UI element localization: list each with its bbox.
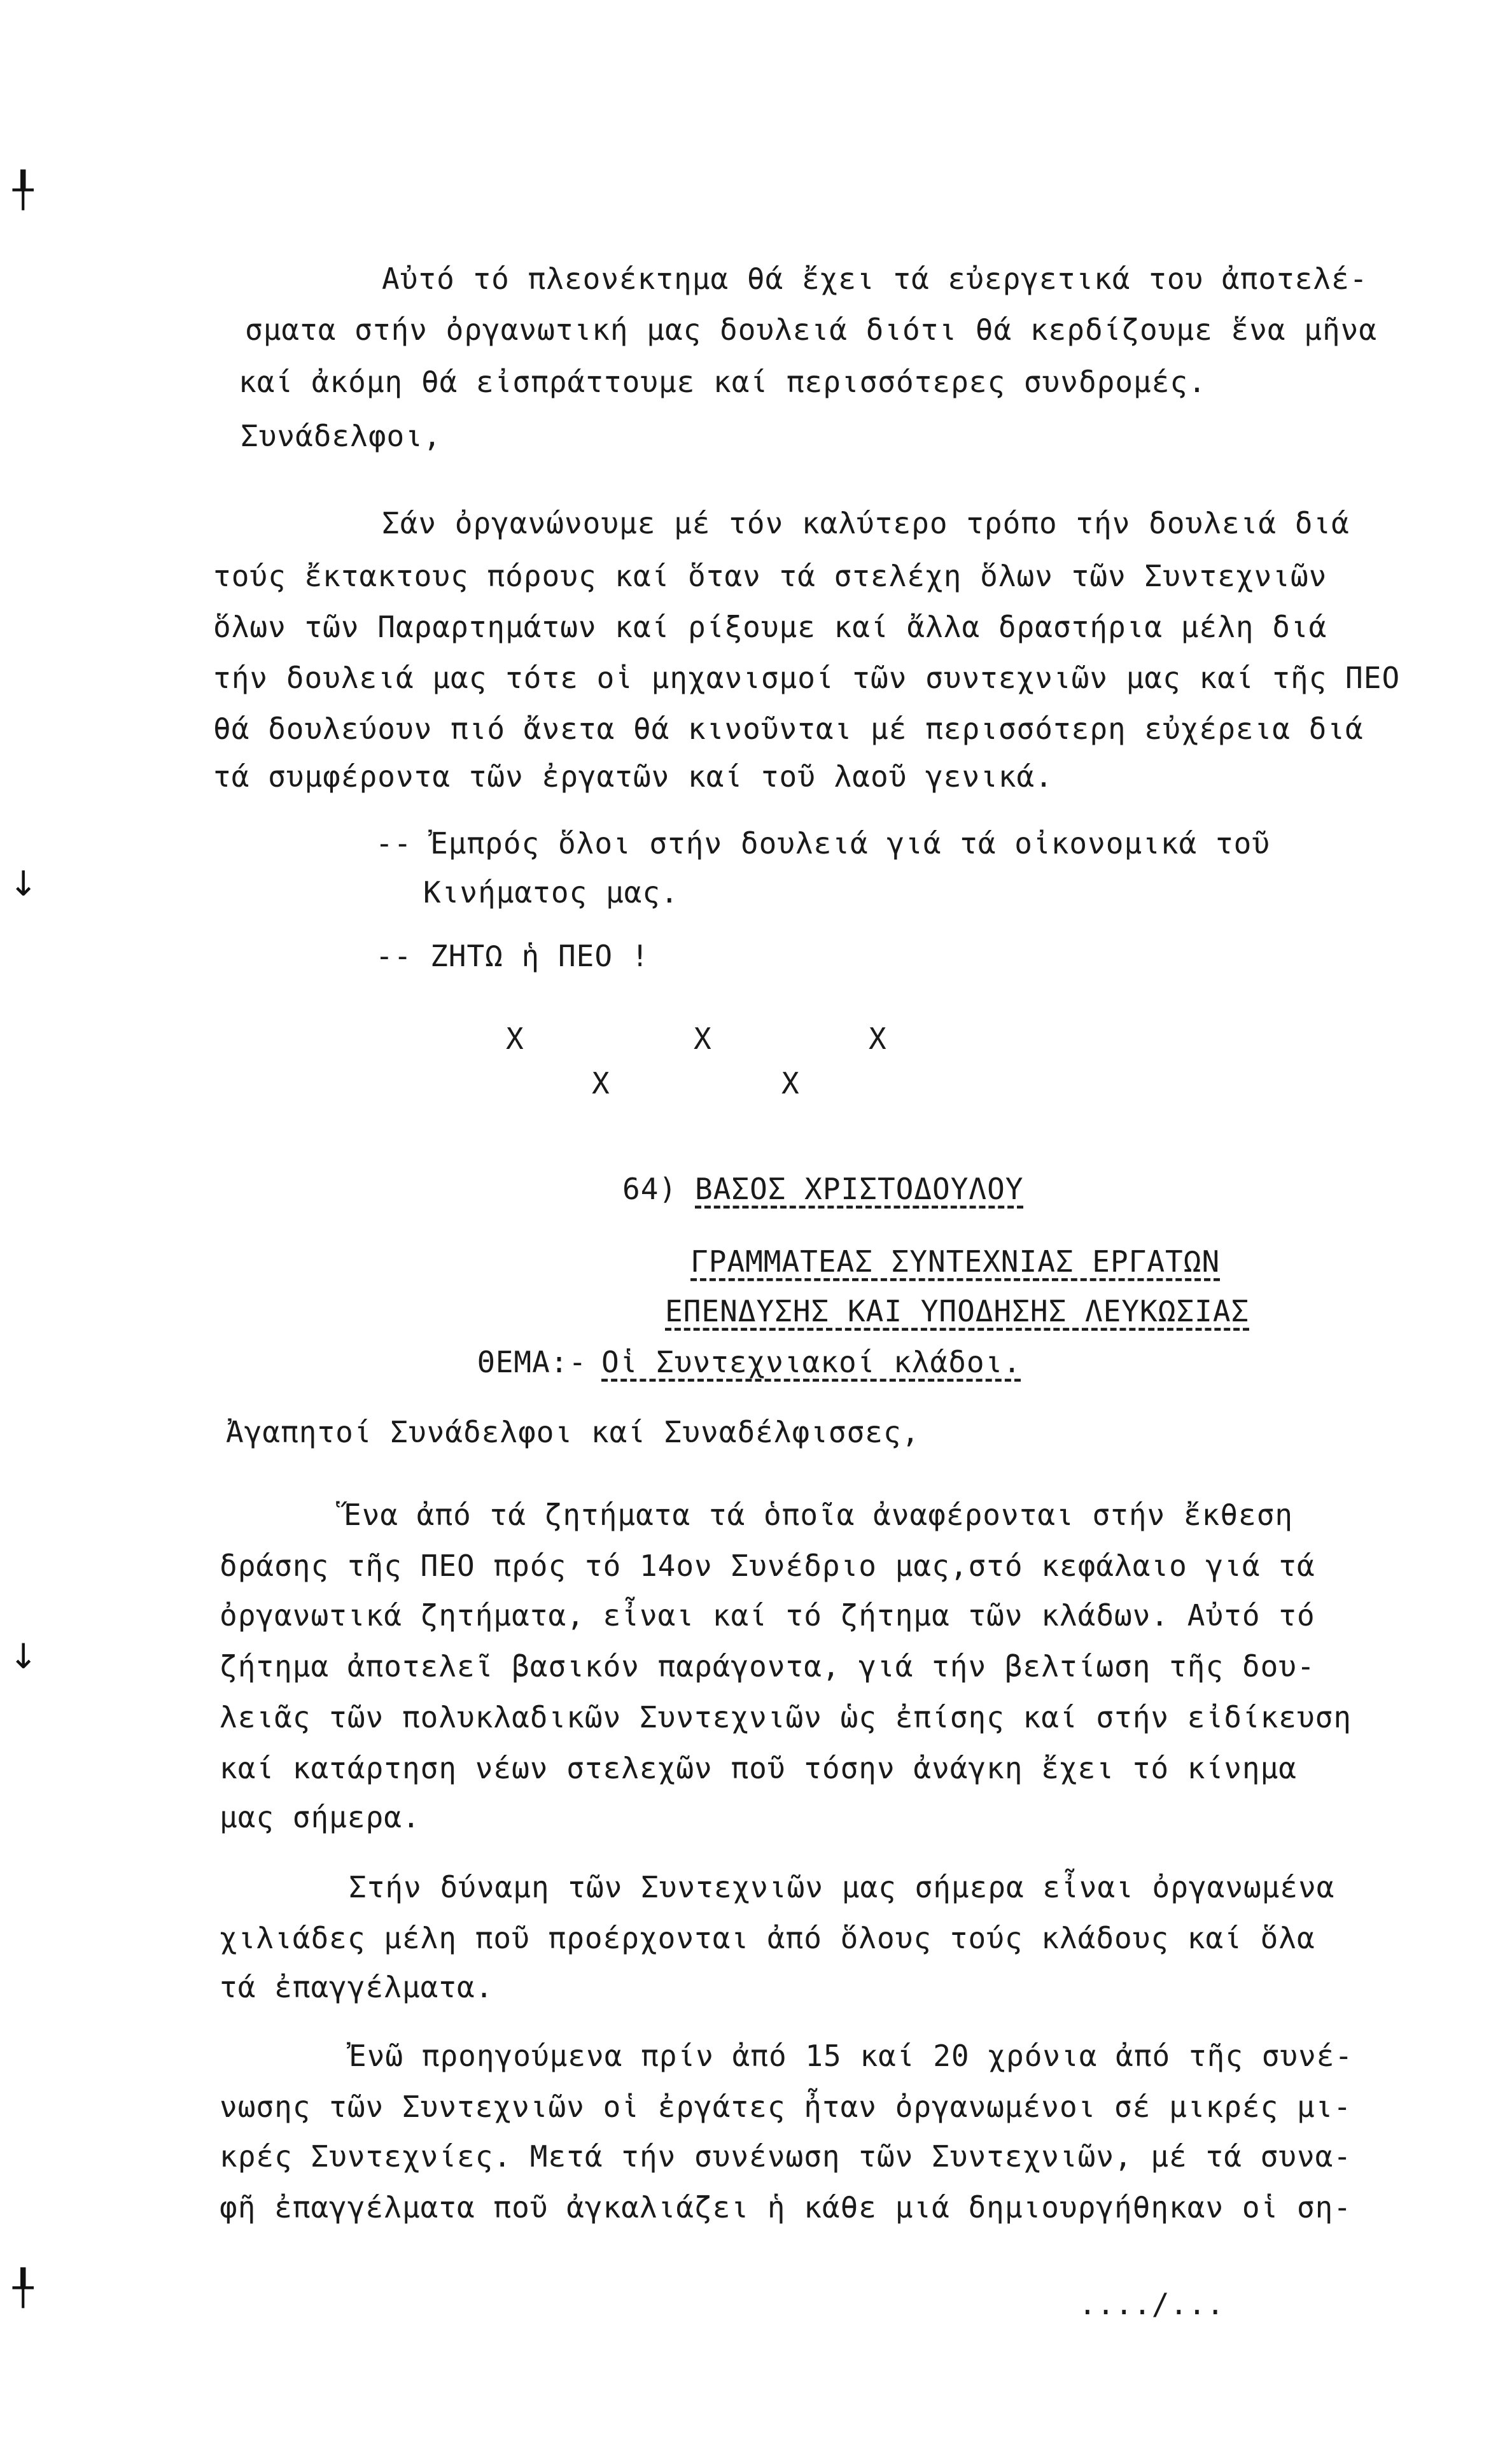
- speaker-title-1: ΓΡΑΜΜΑΤΕΑΣ ΣΥΝΤΕΧΝΙΑΣ ΕΡΓΑΤΩΝ: [690, 1244, 1221, 1279]
- paragraph-5-line-3: κρές Συντεχνίες. Μετά τήν συνένωση τῶν Συντεχνιῶν, μέ τά συνα-: [220, 2139, 1352, 2174]
- paragraph-1-line-2: σματα στήν ὀργανωτική μας δουλειά διότι θά κερδίζουμε ἕνα μῆνα: [245, 313, 1378, 347]
- paragraph-4-line-1: Στήν δύναμη τῶν Συντεχνιῶν μας σήμερα εἶναι ὀργανωμένα: [349, 1870, 1335, 1904]
- margin-mark-arrow-1: ↓: [9, 864, 38, 904]
- margin-mark-arrow-2: ↓: [9, 1636, 38, 1676]
- margin-mark-bottom: ╀: [13, 2268, 34, 2308]
- paragraph-1-line-3: καί ἀκόμη θά εἰσπράττουμε καί περισσότερες συνδρομές.: [239, 365, 1207, 399]
- theme-value: Οἱ Συντεχνιακοί κλάδοι.: [601, 1345, 1021, 1379]
- paragraph-2-line-2: τούς ἔκτακτους πόρους καί ὅταν τά στελέχη ὅλων τῶν Συντεχνιῶν: [213, 559, 1327, 593]
- paragraph-3-line-4: ζήτημα ἀποτελεῖ βασικόν παράγοντα, γιά τήν βελτίωση τῆς δου-: [220, 1649, 1315, 1683]
- paragraph-4-line-2: χιλιάδες μέλη ποῦ προέρχονται ἀπό ὅλους τούς κλάδους καί ὅλα: [220, 1921, 1315, 1955]
- paragraph-2-line-1: Σάν ὀργανώνουμε μέ τόν καλύτερο τρόπο τήν δουλειά διά: [382, 506, 1350, 540]
- paragraph-2-line-6: τά συμφέροντα τῶν ἐργατῶν καί τοῦ λαοῦ γενικά.: [213, 759, 1053, 794]
- paragraph-3-line-2: δράσης τῆς ΠΕΟ πρός τό 14ον Συνέδριο μας,στό κεφάλαιο γιά τά: [220, 1549, 1315, 1583]
- slogan-2: -- ΖΗΤΩ ἡ ΠΕΟ !: [375, 939, 650, 973]
- paragraph-3-line-5: λειᾶς τῶν πολυκλαδικῶν Συντεχνιῶν ὡς ἐπίσης καί στήν εἰδίκευση: [220, 1700, 1352, 1734]
- paragraph-5-line-1: Ἐνῶ προηγούμενα πρίν ἀπό 15 καί 20 χρόνια ἀπό τῆς συνέ-: [349, 2039, 1354, 2073]
- margin-mark-top: ╀: [13, 170, 34, 210]
- paragraph-5-line-2: νωσης τῶν Συντεχνιῶν οἱ ἐργάτες ἦταν ὀργανωμένοι σέ μικρές μι-: [220, 2090, 1352, 2124]
- salutation-1: Συνάδελφοι,: [241, 419, 442, 453]
- slogan-1-line-2: Κινήματος μας.: [423, 875, 679, 910]
- paragraph-2-line-4: τήν δουλειά μας τότε οἱ μηχανισμοί τῶν συντεχνιῶν μας καί τῆς ΠΕΟ: [213, 661, 1401, 695]
- separator-x-5: X: [781, 1066, 799, 1100]
- separator-x-2: X: [694, 1022, 711, 1056]
- continuation-mark: ..../...: [1079, 2287, 1225, 2321]
- paragraph-2-line-5: θά δουλεύουν πιό ἄνετα θά κινοῦνται μέ περισσότερη εὐχέρεια διά: [213, 712, 1364, 746]
- speaker-number: 64): [622, 1172, 678, 1206]
- speaker-title-2: ΕΠΕΝΔΥΣΗΣ ΚΑΙ ΥΠΟΔΗΣΗΣ ΛΕΥΚΩΣΙΑΣ: [665, 1294, 1250, 1328]
- paragraph-3-line-3: ὀργανωτικά ζητήματα, εἶναι καί τό ζήτημα τῶν κλάδων. Αὐτό τό: [220, 1598, 1315, 1633]
- paragraph-5-line-4: φῆ ἐπαγγέλματα ποῦ ἀγκαλιάζει ἡ κάθε μιά δημιουργήθηκαν οἱ ση-: [220, 2190, 1352, 2225]
- separator-x-1: X: [506, 1022, 524, 1056]
- separator-x-4: X: [592, 1066, 610, 1100]
- paragraph-3-line-1: Ἕνα ἀπό τά ζητήματα τά ὁποῖα ἀναφέρονται στήν ἔκθεση: [344, 1498, 1294, 1532]
- separator-x-3: X: [869, 1022, 886, 1056]
- paragraph-3-line-6: καί κατάρτηση νέων στελεχῶν ποῦ τόσην ἀνάγκη ἔχει τό κίνημα: [220, 1751, 1297, 1785]
- salutation-2: Ἀγαπητοί Συνάδελφοι καί Συναδέλφισσες,: [226, 1415, 920, 1449]
- paragraph-2-line-3: ὅλων τῶν Παραρτημάτων καί ρίξουμε καί ἄλλα δραστήρια μέλη διά: [213, 610, 1327, 644]
- paragraph-3-line-7: μας σήμερα.: [220, 1800, 421, 1834]
- paragraph-1-line-1: Αὐτό τό πλεονέκτημα θά ἔχει τά εὐεργετικά του ἀποτελέ-: [382, 262, 1368, 296]
- theme-label: ΘΕΜΑ:-: [477, 1345, 587, 1379]
- speaker-name: ΒΑΣΟΣ ΧΡΙΣΤΟΔΟΥΛΟΥ: [695, 1172, 1024, 1206]
- paragraph-4-line-3: τά ἐπαγγέλματα.: [220, 1970, 494, 2004]
- slogan-1-line-1: -- Ἐμπρός ὅλοι στήν δουλειά γιά τά οἰκονομικά τοῦ: [375, 826, 1271, 861]
